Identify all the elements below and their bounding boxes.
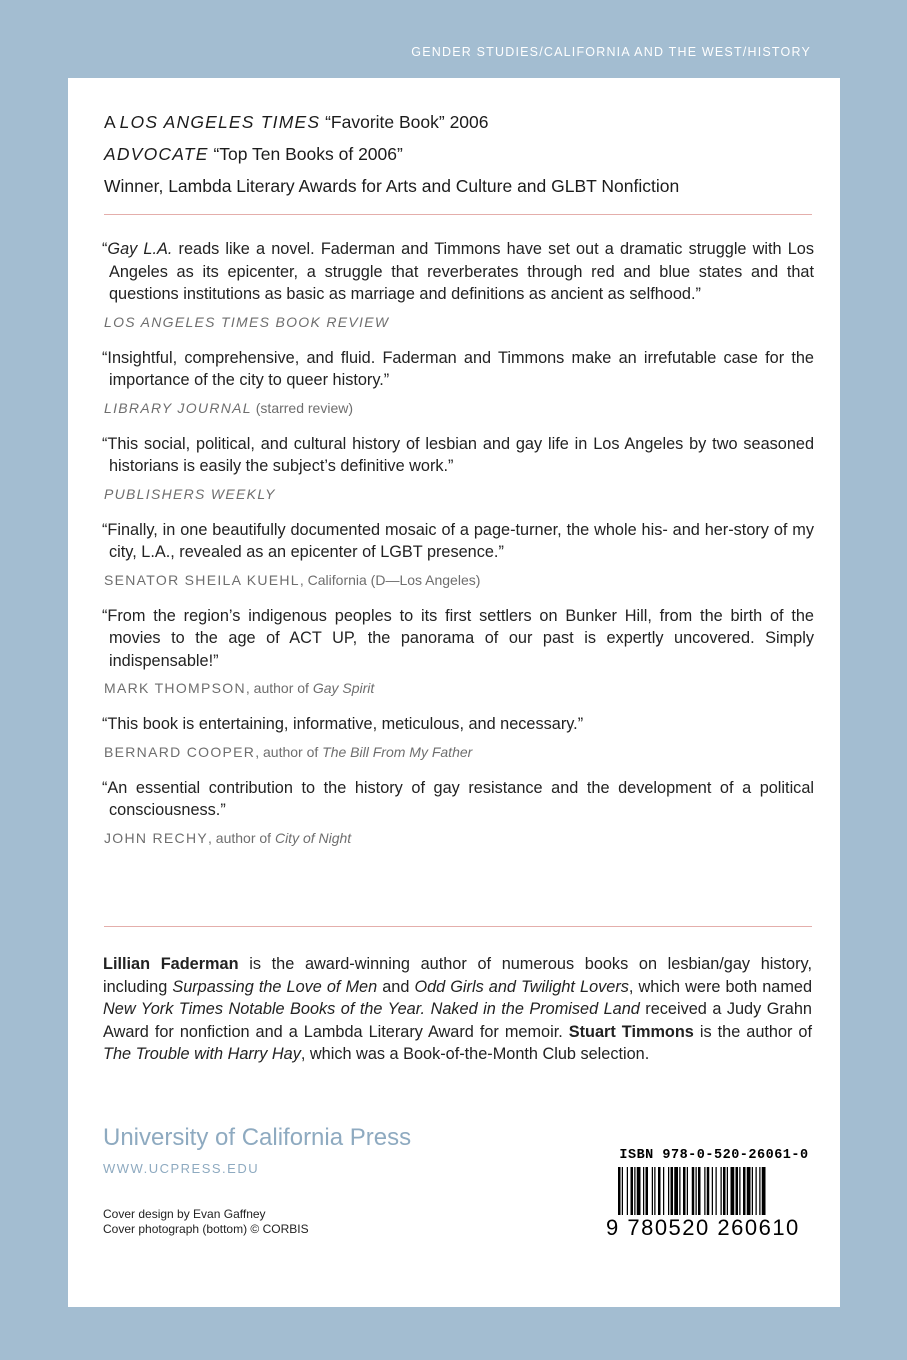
awards-block (104, 106, 816, 202)
quote-text: “Insightful, comprehensive, and fluid. Faderman and Timmons make an irrefutable case for the importance of the city to queer history.” (102, 348, 814, 389)
quote-1 (102, 238, 814, 331)
quote-source: BERNARD COOPER, author of The Bill From My Father (104, 743, 473, 760)
award-line-2 (104, 138, 816, 170)
category-label: GENDER STUDIES/CALIFORNIA AND THE WEST/HISTORY (411, 45, 811, 59)
quote-text: “This social, political, and cultural history of lesbian and gay life in Los Angeles by two seasoned historians is easily the subject’s definitive work.” (102, 434, 814, 475)
isbn-label: ISBN 978-0-520-26061-0 (619, 1148, 809, 1163)
quote-3 (102, 433, 814, 503)
publisher-name: University of California Press (103, 1124, 412, 1151)
quote-source: LIBRARY JOURNAL (starred review) (104, 399, 354, 416)
quote-5 (102, 605, 814, 698)
award-text: “Top Ten Books of 2006” (208, 144, 403, 164)
author-bio: Lillian Faderman is the award-winning author of numerous books on lesbian/gay history, including Surpassing the Love of Men and Odd Girls and Twilight Lovers, which were both named New York Times Notable Books of the Year. Naked in the Promised Land received a Judy Grahn Award for nonfiction and a Lambda Literary Award for memoir. Stuart Timmons is the author of The Trouble with Harry Hay, which was a Book-of-the-Month Club selection. (103, 955, 813, 1063)
quote-text: “Gay L.A. reads like a novel. Faderman and Timmons have set out a dramatic struggle with Los Angeles as its epicenter, a struggle that reverberates through red and blue states and that questions institutions as basic as marriage and definitions as ancient as selfhood.” (102, 240, 814, 303)
review-quotes (102, 238, 814, 863)
quote-2 (102, 347, 814, 417)
award-text: “Favorite Book” 2006 (320, 112, 489, 132)
quote-4 (102, 519, 814, 589)
award-line-1 (104, 106, 816, 138)
award-publication: LOS ANGELES TIMES (119, 112, 321, 132)
cover-photo-credit: Cover photograph (bottom) © CORBIS (103, 1222, 309, 1236)
quote-6 (102, 713, 814, 761)
quote-book-title: Gay L.A. (107, 240, 173, 258)
award-prefix: A (104, 112, 120, 132)
divider-top (104, 214, 812, 215)
publisher-website: WWW.UCPRESS.EDU (103, 1161, 260, 1176)
award-line-3: Winner, Lambda Literary Awards for Arts and Culture and GLBT Nonfiction (104, 176, 680, 196)
quote-source: MARK THOMPSON, author of Gay Spirit (104, 680, 375, 696)
cover-credits (103, 1207, 309, 1237)
quote-text: “Finally, in one beautifully documented mosaic of a page-turner, the whole his- and her-story of my city, L.A., revealed as an epicenter of LGBT presence.” (102, 520, 814, 561)
quote-text: “An essential contribution to the history of gay resistance and the development of a political consciousness.” (102, 778, 814, 819)
quote-source: LOS ANGELES TIMES BOOK REVIEW (104, 313, 390, 330)
back-cover-panel (68, 78, 840, 1307)
award-publication: ADVOCATE (104, 144, 209, 164)
barcode-digits: 9 780520 260610 (604, 1215, 818, 1241)
quote-source: SENATOR SHEILA KUEHL, California (D—Los Angeles) (104, 571, 481, 588)
quote-source: PUBLISHERS WEEKLY (104, 485, 276, 502)
quote-text: “From the region’s indigenous peoples to its first settlers on Bunker Hill, from the birth of the movies to the age of ACT UP, the panorama of our past is expertly uncovered. Simply indispensable!” (102, 606, 814, 670)
cover-design-credit: Cover design by Evan Gaffney (103, 1207, 266, 1221)
quote-7 (102, 777, 814, 847)
divider-bottom (104, 926, 812, 927)
quote-source: JOHN RECHY, author of City of Night (104, 829, 352, 846)
quote-text: “This book is entertaining, informative, meticulous, and necessary.” (102, 715, 584, 733)
